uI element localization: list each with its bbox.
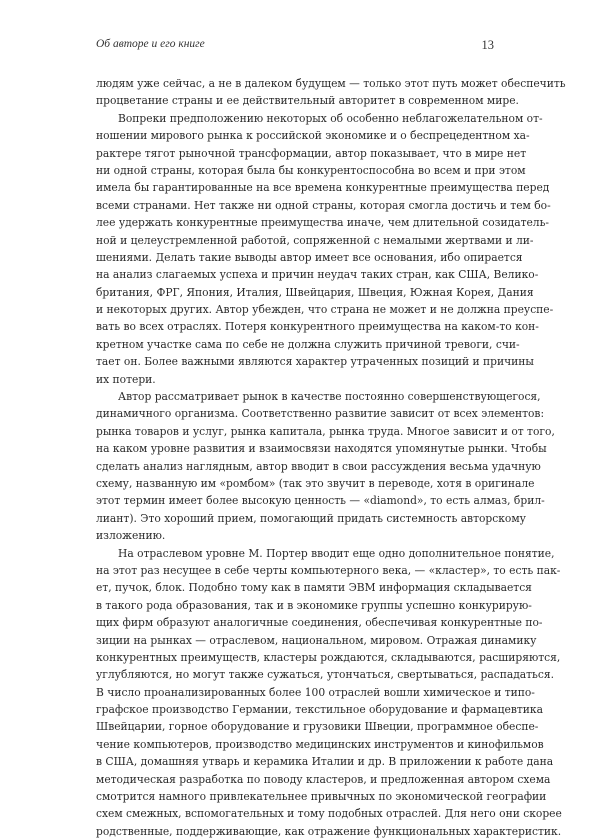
text-line: схему, названную им «ромбом» (так это звучит в переводе, хотя в оригинале (96, 476, 535, 490)
running-header (96, 38, 494, 56)
text-line: Автор рассматривает рынок в качестве постоянно совершенствующегося, (118, 390, 541, 404)
text-line: лиант). Это хороший прием, помогающий придать системность авторскому (96, 511, 526, 525)
text-line: тает он. Более важными являются характер утраченных позиций и причины (96, 355, 534, 369)
body-text (96, 75, 566, 840)
text-line: в такого рода образования, так и в экономике группы успешно конкурирую- (96, 598, 532, 612)
text-line: их потери. (96, 372, 156, 386)
text-line: смотрится намного привлекательнее привычных по экономической географии (96, 790, 547, 804)
text-line: людям уже сейчас, а не в далеком будущем — только этот путь может обеспечить (96, 77, 566, 90)
text-line: британия, ФРГ, Япония, Италия, Швейцария, Швеция, Южная Корея, Дания (96, 285, 534, 299)
paragraph (96, 545, 562, 840)
text-line: на этот раз несущее в себе черты компьютерного века, — «кластер», то есть пак- (96, 563, 561, 577)
text-line: ной и целеустремленной работой, сопряженной с немалыми жертвами и ли- (96, 233, 534, 247)
text-line: В число проанализированных более 100 отраслей вошли химическое и типо- (96, 685, 535, 699)
text-line: этот термин имеет более высокую ценность — «diamond», то есть алмаз, брил- (96, 494, 545, 508)
text-line: всеми странами. Нет также ни одной страны, которая смогла достичь и тем бо- (96, 198, 551, 212)
text-line: и некоторых других. Автор убежден, что страна не может и не должна преуспе- (96, 303, 554, 317)
text-line: процветание страны и ее действительный авторитет в современном мире. (96, 94, 519, 108)
text-line: щих фирм образуют аналогичные соединения, обеспечивая конкурентные по- (96, 616, 543, 630)
text-line: шениями. Делать такие выводы автор имеет все основания, ибо опирается (96, 250, 523, 264)
text-line: на анализ слагаемых успеха и причин неудач таких стран, как США, Велико- (96, 268, 539, 282)
text-line: методическая разработка по поводу кластеров, и предложенная автором схема (96, 772, 551, 786)
paragraph (96, 75, 566, 110)
text-line: рактере тягот рыночной трансформации, автор показывает, что в мире нет (96, 146, 527, 160)
text-line: ет, пучок, блок. Подобно тому как в памяти ЭВМ информация складывается (96, 581, 532, 595)
text-line: в США, домашняя утварь и керамика Италии и др. В приложении к работе дана (96, 755, 554, 769)
text-line: углубляются, но могут также сужаться, утончаться, свертываться, распадаться. (96, 668, 555, 682)
text-line: чение компьютеров, производство медицинских инструментов и кинофильмов (96, 737, 544, 751)
text-line: сделать анализ наглядным, автор вводит в свои рассуждения весьма удачную (96, 459, 541, 473)
text-line: лее удержать конкурентные преимущества иначе, чем длительной созидатель- (96, 216, 550, 230)
text-line: ни одной страны, которая была бы конкурентоспособна во всем и при этом (96, 163, 526, 177)
paragraph (96, 388, 555, 545)
text-line: динамичного организма. Соответственно развитие зависит от всех элементов: (96, 407, 545, 421)
text-line: на каком уровне развития и взаимосвязи находятся упомянутые рынки. Чтобы (96, 442, 547, 456)
text-line: родственные, поддерживающие, как отражение функциональных характеристик. (96, 824, 562, 838)
text-line: На отраслевом уровне М. Портер вводит еще одно дополнительное понятие, (118, 546, 555, 560)
text-line: графское производство Германии, текстильное оборудование и фармацевтика (96, 703, 543, 717)
text-line: рынка товаров и услуг, рынка капитала, рынка труда. Многое зависит и от того, (96, 424, 555, 438)
text-line: имела бы гарантированные на все времена конкурентные преимущества перед (96, 181, 550, 195)
text-line: вать во всех отраслях. Потеря конкурентного преимущества на каком-то кон- (96, 320, 539, 334)
paragraph (96, 110, 554, 388)
page-number: 13 (481, 38, 494, 52)
text-line: ношении мирового рынка к российской экономике и о беспрецедентном ха- (96, 129, 530, 143)
text-line: схем смежных, вспомогательных и тому подобных отраслей. Для него они скорее (96, 807, 562, 821)
running-title: Об авторе и его книге (96, 38, 205, 50)
text-line: кретном участке сама по себе не должна служить причиной тревоги, счи- (96, 337, 520, 351)
text-line: зиции на рынках — отраслевом, национальном, мировом. Отражая динамику (96, 633, 537, 647)
text-line: конкурентных преимуществ, кластеры рождаются, складываются, расширяются, (96, 650, 561, 664)
text-line: Вопреки предположению некоторых об особенно неблагожелательном от- (118, 111, 543, 125)
text-line: Швейцарии, горное оборудование и грузовики Швеции, программное обеспе- (96, 720, 539, 734)
text-line: изложению. (96, 529, 166, 543)
